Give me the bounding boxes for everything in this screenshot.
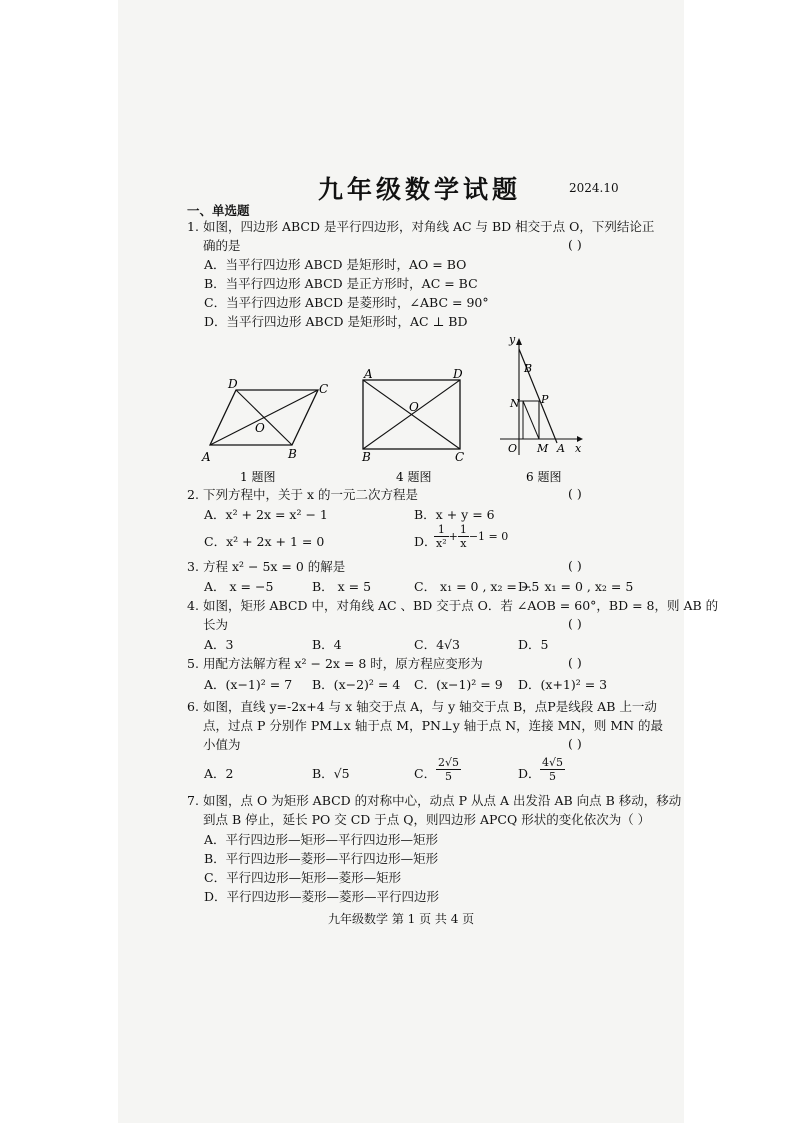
option-c: C．当平行四边形 ABCD 是菱形时，∠ABC = 90° — [204, 295, 489, 310]
question-text: 确的是 — [203, 238, 241, 253]
label-x: x — [575, 442, 582, 455]
question-text: 下列方程中，关于 x 的一元二次方程是 — [203, 487, 418, 502]
option-d: D．(x+1)² = 3 — [518, 677, 608, 692]
answer-blank[interactable]: ( ) — [568, 237, 582, 252]
question-text: 如图，直线 y=-2x+4 与 x 轴交于点 A，与 y 轴交于点 B，点P是线段 AB 上一动 — [203, 699, 657, 714]
question-text: 如图，四边形 ABCD 是平行四边形，对角线 AC 与 BD 相交于点 O，下列结论正 — [203, 219, 655, 234]
option-a: A．(x−1)² = 7 — [204, 677, 293, 692]
question-text: 小值为 — [203, 737, 241, 752]
option-d-fraction: $\frac{1}{\text{x²}}$ + $\frac{1}{x}$ −1 = 0 — [436, 523, 509, 550]
label-y: y — [509, 335, 516, 346]
option-a: A．3 — [204, 637, 234, 652]
option-d: D．平行四边形—菱形—菱形—平行四边形 — [204, 889, 440, 904]
option-b: B．4 — [312, 637, 342, 652]
label-o: O — [508, 442, 518, 455]
figure-4-rectangle — [361, 367, 464, 484]
figures-area — [195, 335, 595, 485]
label-a: A — [202, 450, 211, 464]
answer-blank[interactable]: ( ) — [568, 558, 582, 573]
option-c: C． x₁ = 0 , x₂ = −5 — [414, 579, 540, 594]
question-text: 长为 — [203, 617, 229, 632]
question-number: 7. — [187, 793, 199, 808]
option-d: D． x₁ = 0 , x₂ = 5 — [518, 579, 634, 594]
answer-blank[interactable]: ( ) — [568, 486, 582, 501]
exam-date: 2024.10 — [569, 181, 619, 195]
option-a: A．x² + 2x = x² − 1 — [204, 507, 328, 522]
label-b: B — [524, 362, 533, 375]
label-d: D — [228, 377, 238, 391]
label-m: M — [537, 442, 549, 455]
question-number: 3. — [187, 559, 199, 574]
label-n: N — [510, 397, 520, 410]
option-c-fraction: 2√5 5 — [438, 756, 460, 783]
label-c: C — [319, 382, 329, 396]
option-a: A．2 — [204, 766, 234, 781]
figure-4-caption: 4 题图 — [396, 470, 432, 484]
label-a: A — [364, 367, 373, 381]
option-c: C．平行四边形—矩形—菱形—矩形 — [204, 870, 402, 885]
page-footer: 九年级数学 第 1 页 共 4 页 — [328, 912, 475, 926]
option-b: B．(x−2)² = 4 — [312, 677, 401, 692]
label-b: B — [288, 447, 297, 461]
option-d: D．当平行四边形 ABCD 是矩形时，AC ⊥ BD — [204, 314, 468, 329]
option-b: B．平行四边形—菱形—平行四边形—矩形 — [204, 851, 439, 866]
page-title: 九年级数学试题 — [318, 175, 522, 204]
label-o: O — [255, 421, 265, 435]
section-title: 一、单选题 — [187, 203, 250, 218]
option-b: B． x = 5 — [312, 579, 372, 594]
option-b: B．当平行四边形 ABCD 是正方形时，AC = BC — [204, 276, 478, 291]
answer-blank[interactable]: ( ) — [568, 616, 582, 631]
label-c: C — [455, 450, 465, 464]
question-text: 用配方法解方程 x² − 2x = 8 时，原方程应变形为 — [203, 656, 483, 671]
label-b: B — [362, 450, 371, 464]
label-d: D — [453, 367, 463, 381]
figure-1-parallelogram — [201, 377, 328, 484]
question-text: 如图，点 O 为矩形 ABCD 的对称中心，动点 P 从点 A 出发沿 AB 向点 B 移动，移动 — [203, 793, 682, 808]
option-c: C．4√3 — [414, 637, 460, 652]
option-d: D． — [518, 766, 541, 781]
figure-6-caption: 6 题图 — [526, 470, 562, 484]
option-c: C． — [414, 766, 437, 781]
option-d-fraction: 4√5 5 — [542, 756, 564, 783]
answer-blank[interactable]: ( ) — [568, 736, 582, 751]
option-d: D．5 — [518, 637, 549, 652]
label-o: O — [409, 400, 419, 414]
question-text: 方程 x² − 5x = 0 的解是 — [203, 559, 346, 574]
question-number: 2. — [187, 487, 199, 502]
label-a: A — [557, 442, 565, 455]
figure-6-coordinate-plot — [500, 335, 583, 484]
answer-blank[interactable]: ( ) — [568, 655, 582, 670]
option-b: B．x + y = 6 — [414, 507, 495, 522]
option-b: B．√5 — [312, 766, 350, 781]
question-number: 4. — [187, 598, 199, 613]
figure-1-caption: 1 题图 — [240, 470, 276, 484]
question-number: 1. — [187, 219, 199, 234]
option-a: A．当平行四边形 ABCD 是矩形时，AO = BO — [204, 257, 467, 272]
label-p: P — [541, 393, 549, 406]
question-text: 到点 B 停止，延长 PO 交 CD 于点 Q，则四边形 APCQ 形状的变化依次为（ ） — [203, 812, 651, 827]
question-text: 点，过点 P 分别作 PM⊥x 轴于点 M，PN⊥y 轴于点 N，连接 MN，则 MN 的最 — [203, 718, 664, 733]
question-number: 6. — [187, 699, 199, 714]
question-text: 如图，矩形 ABCD 中，对角线 AC 、BD 交于点 O．若 ∠AOB = 60°，BD = 8，则 AB 的 — [203, 598, 719, 613]
option-a: A．平行四边形—矩形—平行四边形—矩形 — [204, 832, 439, 847]
question-number: 5. — [187, 656, 199, 671]
option-d: D． — [414, 534, 437, 549]
option-c: C．x² + 2x + 1 = 0 — [204, 534, 325, 549]
option-c: C．(x−1)² = 9 — [414, 677, 503, 692]
option-a: A． x = −5 — [204, 579, 274, 594]
